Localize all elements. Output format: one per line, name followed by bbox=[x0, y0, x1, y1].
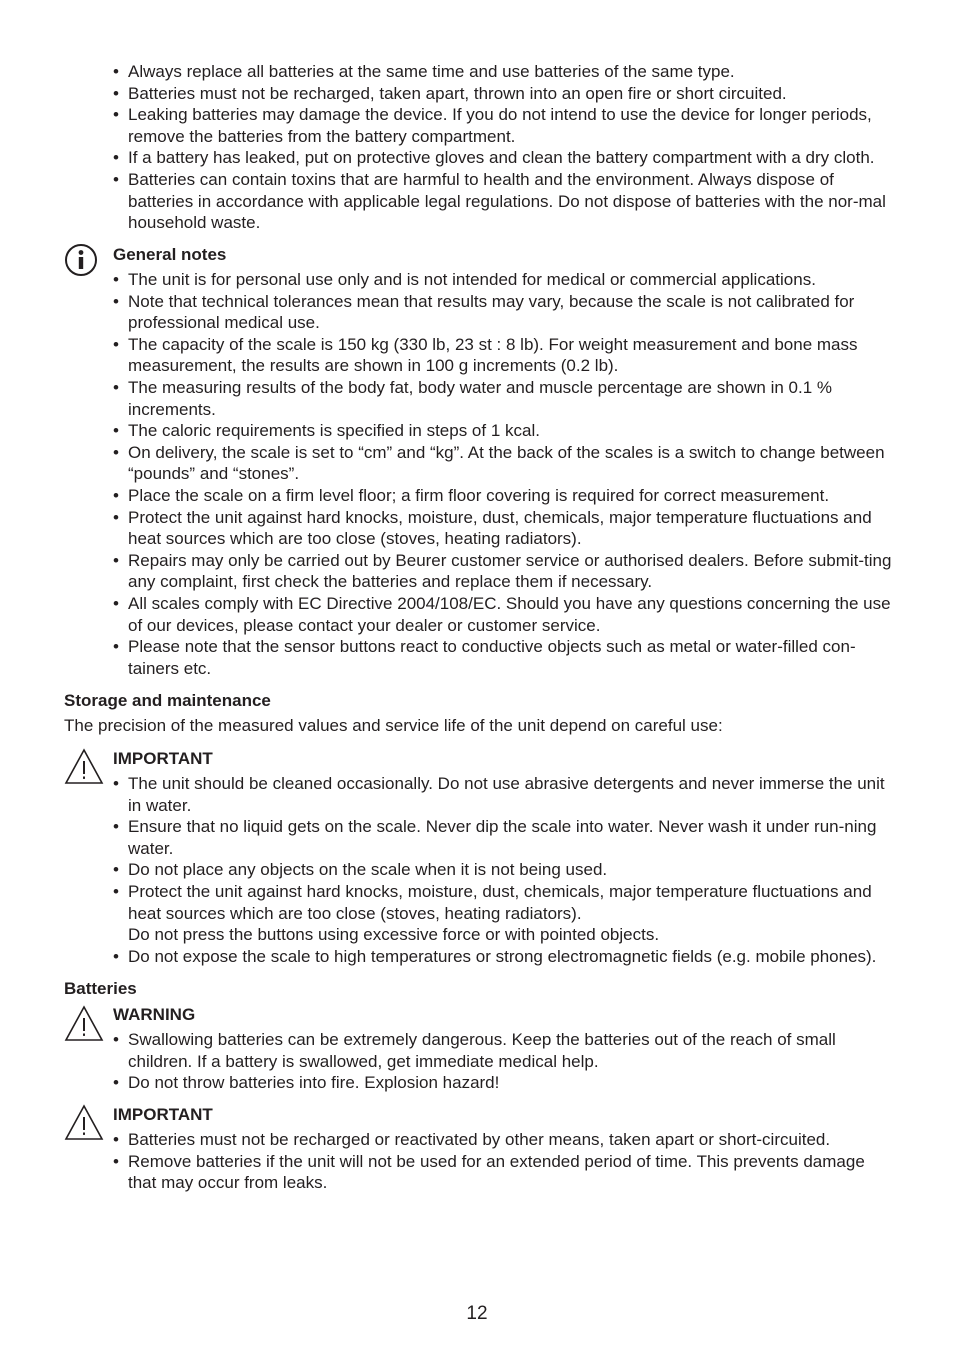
warning-triangle-icon bbox=[64, 1005, 104, 1048]
list-item: • If a battery has leaked, put on protective gloves and clean the battery compartment with a dry cloth. bbox=[113, 147, 893, 169]
list-item: • The unit should be cleaned occasionally. Do not use abrasive detergents and never immerse the unit in water. bbox=[113, 773, 893, 816]
list-item-text: Protect the unit against hard knocks, moisture, dust, chemicals, major temperature fluctuations and heat sources which are too close (stoves, heating radiators). bbox=[128, 881, 872, 923]
list-item: • Do not place any objects on the scale when it is not being used. bbox=[113, 859, 893, 881]
list-item: • Batteries must not be recharged, taken apart, thrown into an open fire or short circuited. bbox=[113, 83, 893, 105]
important-heading: IMPORTANT bbox=[113, 1105, 213, 1124]
list-item: • Leaking batteries may damage the device. If you do not intend to use the device for longer periods, remove the batteries from the battery compartment. bbox=[113, 104, 893, 147]
list-item: • Repairs may only be carried out by Beurer customer service or authorised dealers. Before submit-ting any complaint, first check the batteries and replace them if necessary. bbox=[113, 550, 893, 593]
list-item: • Remove batteries if the unit will not be used for an extended period of time. This prevents damage that may occur from leaks. bbox=[113, 1151, 893, 1194]
list-item: • The capacity of the scale is 150 kg (330 lb, 23 st : 8 lb). For weight measurement and bone mass measurement, the results are shown in 100 g increments (0.2 lb). bbox=[113, 334, 893, 377]
list-item: • Place the scale on a firm level floor; a firm floor covering is required for correct measurement. bbox=[113, 485, 893, 507]
important-heading: IMPORTANT bbox=[113, 749, 213, 768]
list-item: • On delivery, the scale is set to “cm” and “kg”. At the back of the scales is a switch to change between “pounds” and “stones”. bbox=[113, 442, 893, 485]
list-item: • Swallowing batteries can be extremely dangerous. Keep the batteries out of the reach of small children. If a battery is swallowed, get immediate medical help. bbox=[113, 1029, 893, 1072]
batteries-important-section bbox=[113, 1104, 893, 1194]
battery-notes-list bbox=[113, 61, 893, 234]
warning-heading: WARNING bbox=[113, 1005, 196, 1024]
list-item: • Batteries can contain toxins that are harmful to health and the environment. Always dispose of batteries in accordance with applicable legal regulations. Do not dispose of batteries with the nor-mal household waste. bbox=[113, 169, 893, 234]
general-notes-heading: General notes bbox=[113, 245, 227, 264]
warning-triangle-icon bbox=[64, 1104, 104, 1147]
list-item: • Please note that the sensor buttons react to conductive objects such as metal or water-filled con-tainers etc. bbox=[113, 636, 893, 679]
list-item: • Ensure that no liquid gets on the scale. Never dip the scale into water. Never wash it under run-ning water. bbox=[113, 816, 893, 859]
list-item: • The measuring results of the body fat, body water and muscle percentage are shown in 0.1 % increments. bbox=[113, 377, 893, 420]
list-item: • Batteries must not be recharged or reactivated by other means, taken apart or short-circuited. bbox=[113, 1129, 893, 1151]
storage-heading: Storage and maintenance bbox=[64, 691, 271, 710]
list-item bbox=[113, 881, 893, 946]
general-notes-section bbox=[113, 244, 893, 679]
list-item: • The caloric requirements is specified in steps of 1 kcal. bbox=[113, 420, 893, 442]
storage-important-section bbox=[113, 748, 893, 967]
list-item: • All scales comply with EC Directive 2004/108/EC. Should you have any questions concerning the use of our devices, please contact your dealer or customer service. bbox=[113, 593, 893, 636]
page-number: 12 bbox=[466, 1303, 488, 1324]
batteries-warning-section bbox=[113, 1004, 893, 1094]
batteries-heading: Batteries bbox=[64, 979, 137, 998]
list-item: • The unit is for personal use only and is not intended for medical or commercial applications. bbox=[113, 269, 893, 291]
list-item: • Protect the unit against hard knocks, moisture, dust, chemicals, major temperature fluctuations and heat sources which are too close (stoves, heating radiators). bbox=[113, 507, 893, 550]
list-item: • Always replace all batteries at the same time and use batteries of the same type. bbox=[113, 61, 893, 83]
storage-intro: The precision of the measured values and service life of the unit depend on careful use: bbox=[64, 716, 723, 735]
list-item: • Do not expose the scale to high temperatures or strong electromagnetic fields (e.g. mobile phones). bbox=[113, 946, 893, 968]
list-item: • Note that technical tolerances mean that results may vary, because the scale is not calibrated for professional medical use. bbox=[113, 291, 893, 334]
list-item: • Do not throw batteries into fire. Explosion hazard! bbox=[113, 1072, 893, 1094]
warning-triangle-icon bbox=[64, 748, 104, 791]
list-item-extra-line: Do not press the buttons using excessive force or with pointed objects. bbox=[128, 925, 660, 945]
info-icon bbox=[64, 243, 98, 282]
